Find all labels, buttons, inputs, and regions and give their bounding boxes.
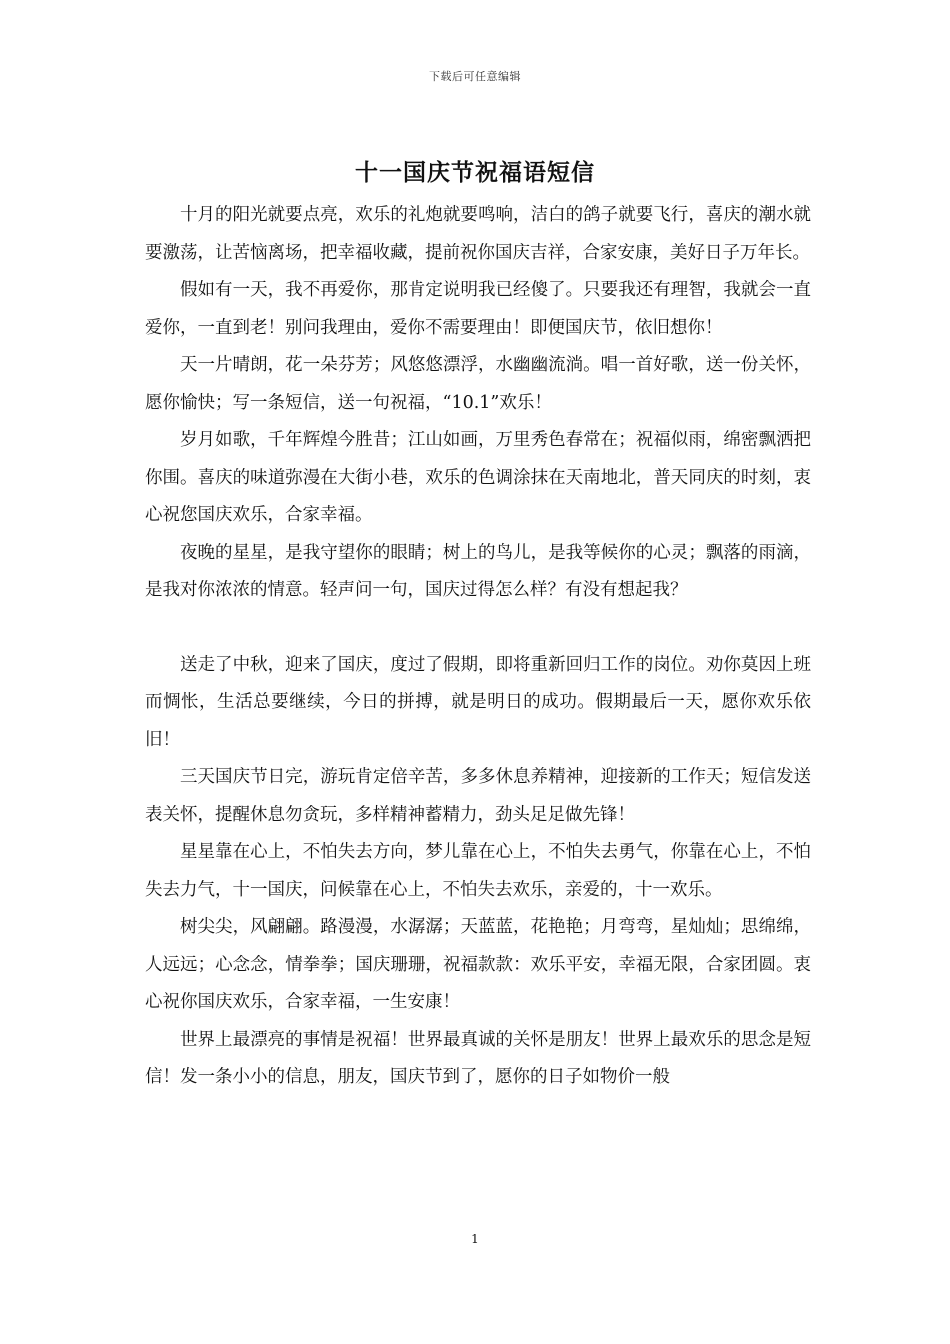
page-number: 1 <box>471 1232 479 1246</box>
paragraph: 十月的阳光就要点亮，欢乐的礼炮就要鸣响，洁白的鸽子就要飞行，喜庆的潮水就要激荡，让苦恼离场，把幸福收藏，提前祝你国庆吉祥，合家安康，美好日子万年长。 <box>145 205 811 263</box>
paragraph: 树尖尖，风翩翩。路漫漫，水潺潺；天蓝蓝，花艳艳；月弯弯，星灿灿；思绵绵，人远远；心念念，情拳拳；国庆珊珊，祝福款款：欢乐平安，幸福无限，合家团圆。衷心祝你国庆欢乐，合家幸福，一生安康！ <box>145 917 811 1012</box>
paragraph: 天一片晴朗，花一朵芬芳；风悠悠漂浮，水幽幽流淌。唱一首好歌，送一份关怀，愿你愉快；写一条短信，送一句祝福，“10.1”欢乐！ <box>145 355 811 413</box>
paragraph: 夜晚的星星，是我守望你的眼睛；树上的鸟儿，是我等候你的心灵；飘落的雨滴，是我对你浓浓的情意。轻声问一句，国庆过得怎么样？有没有想起我？ <box>145 542 811 600</box>
paragraph: 星星靠在心上，不怕失去方向，梦儿靠在心上，不怕失去勇气，你靠在心上，不怕失去力气，十一国庆，问候靠在心上，不怕失去欢乐，亲爱的，十一欢乐。 <box>145 842 811 900</box>
paragraph: 岁月如歌，千年辉煌今胜昔；江山如画，万里秀色春常在；祝福似雨，绵密飘洒把你围。喜庆的味道弥漫在大街小巷，欢乐的色调涂抹在天南地北，普天同庆的时刻，衷心祝您国庆欢乐，合家幸福。 <box>145 430 811 525</box>
paragraph: 世界上最漂亮的事情是祝福！世界最真诚的关怀是朋友！世界上最欢乐的思念是短信！发一条小小的信息，朋友，国庆节到了，愿你的日子如物价一般 <box>145 1029 811 1087</box>
header-note: 下载后可任意编辑 <box>429 70 521 83</box>
paragraph: 三天国庆节日完，游玩肯定倍辛苦，多多休息养精神，迎接新的工作天；短信发送表关怀，提醒休息勿贪玩，多样精神蓄精力，劲头足足做先锋！ <box>145 767 811 825</box>
document-body <box>145 197 811 1097</box>
document-title: 十一国庆节祝福语短信 <box>355 159 595 186</box>
paragraph: 假如有一天，我不再爱你，那肯定说明我已经傻了。只要我还有理智，我就会一直爱你，一直到老！别问我理由，爱你不需要理由！即便国庆节，依旧想你！ <box>145 280 811 338</box>
paragraph: 送走了中秋，迎来了国庆，度过了假期，即将重新回归工作的岗位。劝你莫因上班而惆怅，生活总要继续，今日的拼搏，就是明日的成功。假期最后一天，愿你欢乐依旧！ <box>145 654 811 750</box>
